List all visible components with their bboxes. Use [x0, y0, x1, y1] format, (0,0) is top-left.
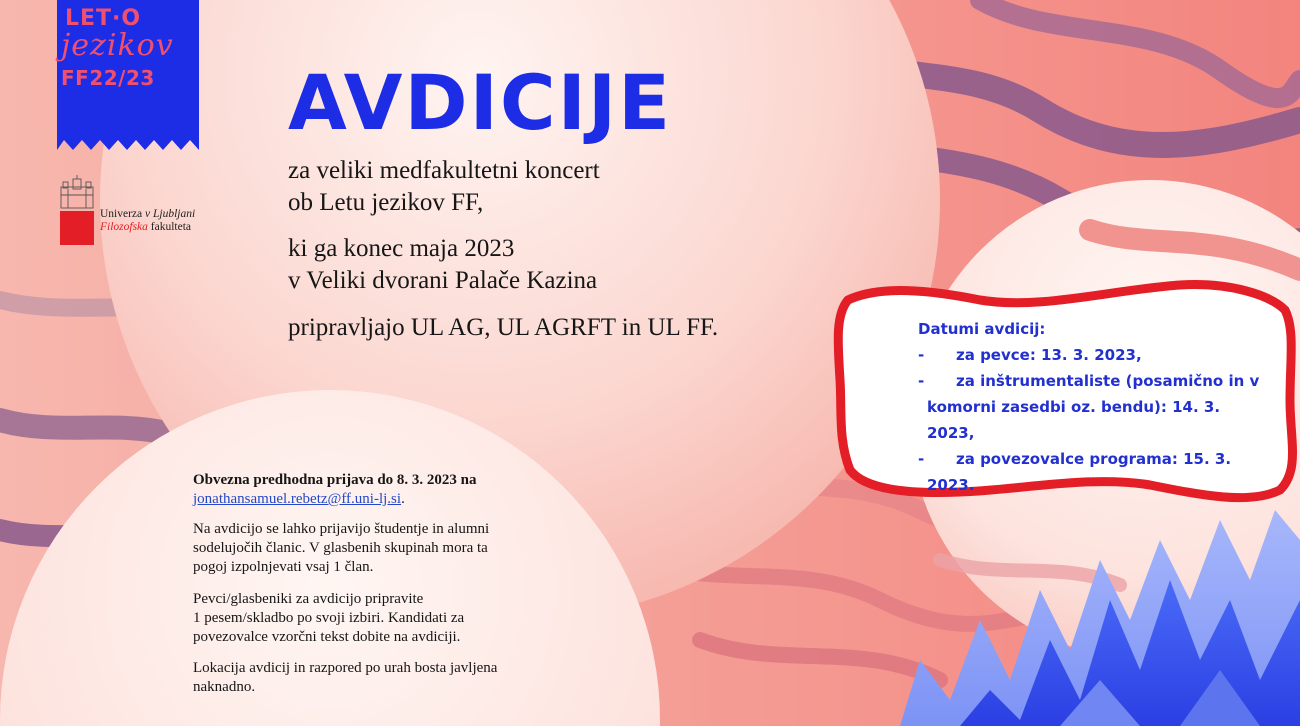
castle-icon [58, 175, 96, 209]
preparation-line-1: Pevci/glasbeniki za avdicijo pripravite [193, 591, 424, 607]
university-red-square [60, 211, 94, 245]
location-line-2: naknadno. [193, 679, 256, 695]
preparation-line-3: povezovalce vzorčni tekst dobite na avdiciji. [193, 629, 461, 645]
date-item-instrumentalists-cont: komorni zasedbi oz. bendu): 14. 3. 2023, [927, 398, 1221, 442]
email-link[interactable]: jonathansamuel.rebetz@ff.uni-lj.si [193, 491, 402, 507]
logo-line-3: FF22/23 [61, 66, 155, 90]
dates-heading: Datumi avdicij: [918, 320, 1046, 338]
intro-line-5: pripravljajo UL AG, UL AGRFT in UL FF. [288, 314, 719, 341]
leto-jezikov-logo [57, 0, 199, 150]
university-line-2: Filozofska fakulteta [100, 221, 192, 233]
page-title: AVDICIJE [288, 58, 673, 147]
audition-dates [918, 316, 1263, 498]
eligibility-paragraph [193, 520, 573, 577]
logo-line-1: LET·O [65, 6, 142, 31]
intro-line-1: za veliki medfakultetni koncert [288, 157, 600, 184]
date-item-instrumentalists: - za inštrumentaliste (posamično in v [918, 372, 1260, 390]
eligibility-line-2: sodelujočih članic. V glasbenih skupinah mora ta [193, 540, 488, 556]
date-item-hosts: - za povezovalce programa: 15. 3. [918, 450, 1232, 468]
date-item-hosts-cont: 2023. [927, 476, 975, 494]
registration-block [193, 471, 573, 509]
university-name [100, 208, 195, 234]
university-line-1: Univerza v Ljubljani [100, 208, 196, 220]
intro-line-4: v Veliki dvorani Palače Kazina [288, 267, 598, 294]
eligibility-line-1: Na avdicijo se lahko prijavijo študentje in alumni [193, 521, 490, 537]
preparation-line-2: 1 pesem/skladbo po svoji izbiri. Kandidati za [193, 610, 465, 626]
location-line-1: Lokacija avdicij in razpored po urah bosta javljena [193, 660, 498, 676]
registration-deadline: Obvezna predhodna prijava do 8. 3. 2023 na [193, 472, 477, 488]
registration-email-line: jonathansamuel.rebetz@ff.uni-lj.si. [193, 491, 405, 507]
intro-line-3: ki ga konec maja 2023 [288, 235, 515, 262]
eligibility-line-3: pogoj izpolnjevati vsaj 1 član. [193, 559, 374, 575]
intro-line-2: ob Letu jezikov FF, [288, 189, 484, 216]
date-item-singers: - za pevce: 13. 3. 2023, [918, 346, 1142, 364]
location-paragraph [193, 659, 573, 697]
logo-line-2: jezikov [61, 28, 174, 63]
preparation-paragraph [193, 590, 573, 647]
